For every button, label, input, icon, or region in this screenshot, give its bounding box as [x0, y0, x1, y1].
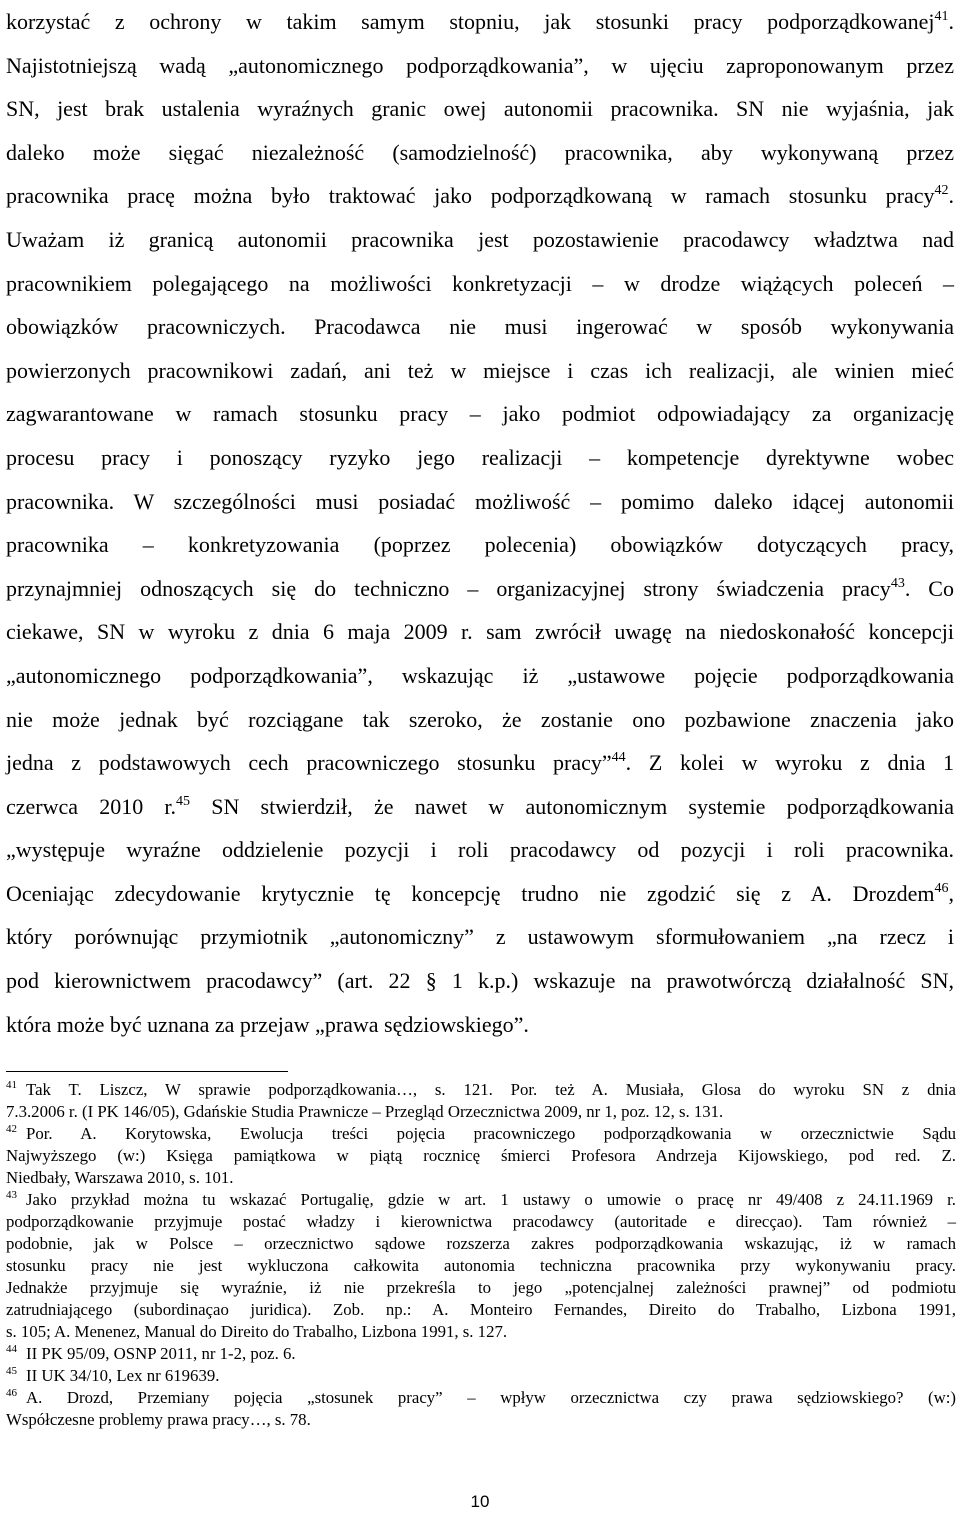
line-text: nie może jednak być rozciągane tak szeroko, że zostanie ono pozbawione znaczenia jako	[6, 706, 954, 732]
body-text-line	[6, 567, 954, 611]
footnote-number: 42	[6, 1123, 17, 1135]
footnote-number: 41	[6, 1079, 17, 1091]
footnote-number: 43	[6, 1189, 17, 1201]
body-text-line	[6, 262, 954, 306]
line-text: pracownika pracę można było traktować jako podporządkowaną w ramach stosunku pracy	[6, 183, 935, 209]
line-text: obowiązków pracowniczych. Pracodawca nie musi ingerować w sposób wykonywania	[6, 314, 954, 340]
footnote-line	[6, 1321, 956, 1343]
footnote-reference[interactable]: 43	[890, 575, 905, 591]
line-text-continuation: .	[948, 9, 954, 34]
line-text: SN, jest brak ustalenia wyraźnych granic owej autonomii pracownika. SN nie wyjaśnia, jak	[6, 96, 954, 122]
footnote-text: Jako przykład można tu wskazać Portugalię, gdzie w art. 1 ustawy o umowie o pracę nr 49/408 z 24.11.1969 r.	[26, 1190, 956, 1209]
footnote-text: Najwyższego (w:) Księga pamiątkowa w piątą rocznicę śmierci Profesora Andrzeja Kijowskiego, pod red. Z.	[6, 1146, 956, 1165]
footnote-start-line	[6, 1123, 956, 1145]
footnote-text: podobnie, jak w Polsce – orzecznictwo sądowe rozszerza zakres podporządkowania wskazując, iż w ramach	[6, 1234, 956, 1253]
body-text-line	[6, 305, 954, 349]
body-text-line	[6, 523, 954, 567]
footnote-line	[6, 1299, 956, 1321]
footnote-text: Por. A. Korytowska, Ewolucja treści pojęcia pracowniczego podporządkowania w orzecznictwie Sądu	[26, 1124, 956, 1143]
footnote-text: A. Drozd, Przemiany pojęcia „stosunek pracy” – wpływ orzecznictwa czy prawa sędziowskiego? (w:)	[26, 1388, 956, 1407]
footnote-line	[6, 1277, 956, 1299]
footnote-start-line	[6, 1189, 956, 1211]
footnote-text: II PK 95/09, OSNP 2011, nr 1-2, poz. 6.	[26, 1344, 296, 1363]
footnote-separator	[6, 1071, 288, 1072]
line-text: pod kierownictwem pracodawcy” (art. 22 § 1 k.p.) wskazuje na prawotwórczą działalność SN,	[6, 968, 954, 994]
footnote-text: s. 105; A. Menenez, Manual do Direito do Trabalho, Lizbona 1991, s. 127.	[6, 1322, 508, 1341]
body-text-line	[6, 828, 954, 872]
line-text: „występuje wyraźne oddzielenie pozycji i roli pracodawcy od pozycji i roli pracownika.	[6, 837, 954, 863]
body-text-line	[6, 959, 954, 1003]
line-text: pracownika. W szczególności musi posiadać możliwość – pomimo daleko idącej autonomii	[6, 488, 954, 514]
footnote-reference[interactable]: 44	[611, 750, 626, 766]
footnote-number: 44	[6, 1343, 17, 1355]
body-text-line	[6, 698, 954, 742]
body-text-line	[6, 480, 954, 524]
footnote-reference[interactable]: 46	[934, 880, 949, 896]
footnote-text: stosunku pracy nie jest wykluczona całkowita autonomia techniczna pracownika przy wykonywaniu pracy.	[6, 1256, 956, 1275]
line-text: korzystać z ochrony w takim samym stopniu, jak stosunki pracy podporządkowanej	[6, 9, 935, 34]
footnote-line	[6, 1145, 956, 1167]
footnote-reference[interactable]: 41	[934, 9, 949, 24]
footnote-number: 46	[6, 1387, 17, 1399]
page-number: 10	[470, 1492, 490, 1511]
footnote-start-line	[6, 1387, 956, 1409]
line-text: czerwca 2010 r.	[6, 793, 177, 819]
footnote-text: Jednakże przyjmuje się wyraźnie, iż nie przekreśla to jego „potencjalnej zależności prawnej” od podmiotu	[6, 1278, 956, 1297]
footnote-text: Współczesne problemy prawa pracy…, s. 78.	[6, 1410, 311, 1429]
line-text-continuation: . Z kolei w wyroku z dnia 1	[625, 750, 954, 776]
footnote-start-line	[6, 1079, 956, 1101]
line-text-continuation: .	[948, 183, 954, 209]
body-text-line	[6, 0, 954, 44]
line-text-continuation: . Co	[904, 575, 954, 601]
footnote-line	[6, 1255, 956, 1277]
footnotes-section	[6, 1079, 956, 1431]
body-text-line	[6, 174, 954, 218]
body-text-line	[6, 131, 954, 175]
body-text-line	[6, 87, 954, 131]
line-text: zagwarantowane w ramach stosunku pracy – jako podmiot odpowiadający za organizację	[6, 401, 954, 427]
body-text-line	[6, 392, 954, 436]
footnote-text: podporządkowanie przyjmuje postać władzy i kierownictwa pracodawcy (autoritade e direcçao). Tam również –	[6, 1212, 956, 1231]
line-text-continuation: ,	[948, 880, 954, 906]
body-text-line	[6, 785, 954, 829]
line-text: Najistotniejszą wadą „autonomicznego podporządkowania”, w ujęciu zaproponowanym przez	[6, 52, 954, 78]
line-text: ciekawe, SN w wyroku z dnia 6 maja 2009 r. sam zwrócił uwagę na niedoskonałość koncepcji	[6, 619, 954, 645]
main-body-text	[6, 0, 954, 1046]
footnote-line	[6, 1211, 956, 1233]
footnote-text: zatrudniającego (subordinaçao juridica). Zob. np.: A. Monteiro Fernandes, Direito do Trabalho, Lizbona 1991,	[6, 1300, 956, 1319]
body-text-line	[6, 436, 954, 480]
footnote-text: Niedbały, Warszawa 2010, s. 101.	[6, 1168, 234, 1187]
footnote-start-line	[6, 1343, 956, 1365]
footnote-reference[interactable]: 45	[176, 793, 191, 809]
body-text-line	[6, 218, 954, 262]
body-text-line	[6, 872, 954, 916]
line-text: pracownikiem polegającego na możliwości konkretyzacji – w drodze wiążących poleceń –	[6, 270, 954, 296]
footnote-text: II UK 34/10, Lex nr 619639.	[26, 1366, 220, 1385]
footnote-start-line	[6, 1365, 956, 1387]
line-text: Oceniając zdecydowanie krytycznie tę koncepcję trudno nie zgodzić się z A. Drozdem	[6, 880, 935, 906]
line-text: procesu pracy i ponoszący ryzyko jego realizacji – kompetencje dyrektywne wobec	[6, 444, 954, 470]
footnote-line	[6, 1409, 956, 1431]
footnote-line	[6, 1233, 956, 1255]
footnote-number: 45	[6, 1365, 17, 1377]
body-text-line	[6, 610, 954, 654]
body-text-line	[6, 915, 954, 959]
footnote-text: 7.3.2006 r. (I PK 146/05), Gdańskie Studia Prawnicze – Przegląd Orzecznictwa 2009, nr 1, poz. 12, s. 131.	[6, 1102, 724, 1121]
footnote-reference[interactable]: 42	[934, 183, 949, 199]
body-text-line	[6, 741, 954, 785]
footnote-text: Tak T. Liszcz, W sprawie podporządkowania…, s. 121. Por. też A. Musiała, Glosa do wyroku SN z dnia	[26, 1080, 956, 1099]
line-text: przynajmniej odnoszących się do techniczno – organizacyjnej strony świadczenia pracy	[6, 575, 891, 601]
line-text: pracownika – konkretyzowania (poprzez polecenia) obowiązków dotyczących pracy,	[6, 532, 954, 558]
line-text: Uważam iż granicą autonomii pracownika jest pozostawienie pracodawcy władztwa nad	[6, 226, 954, 252]
body-text-line	[6, 349, 954, 393]
footnote-line	[6, 1101, 956, 1123]
line-text-continuation: SN stwierdził, że nawet w autonomicznym systemie podporządkowania	[190, 793, 954, 819]
line-text: która może być uznana za przejaw „prawa sędziowskiego”.	[6, 1011, 529, 1037]
line-text: który porównując przymiotnik „autonomiczny” z ustawowym sformułowaniem „na rzecz i	[6, 924, 954, 950]
body-text-line	[6, 654, 954, 698]
body-text-line	[6, 44, 954, 88]
line-text: daleko może sięgać niezależność (samodzielność) pracownika, aby wykonywaną przez	[6, 139, 954, 165]
line-text: jedna z podstawowych cech pracowniczego stosunku pracy”	[6, 750, 612, 776]
line-text: „autonomicznego podporządkowania”, wskazując iż „ustawowe pojęcie podporządkowania	[6, 662, 954, 688]
line-text: powierzonych pracownikowi zadań, ani też w miejsce i czas ich realizacji, ale winien mieć	[6, 357, 954, 383]
footnote-line	[6, 1167, 956, 1189]
body-text-line	[6, 1003, 954, 1047]
